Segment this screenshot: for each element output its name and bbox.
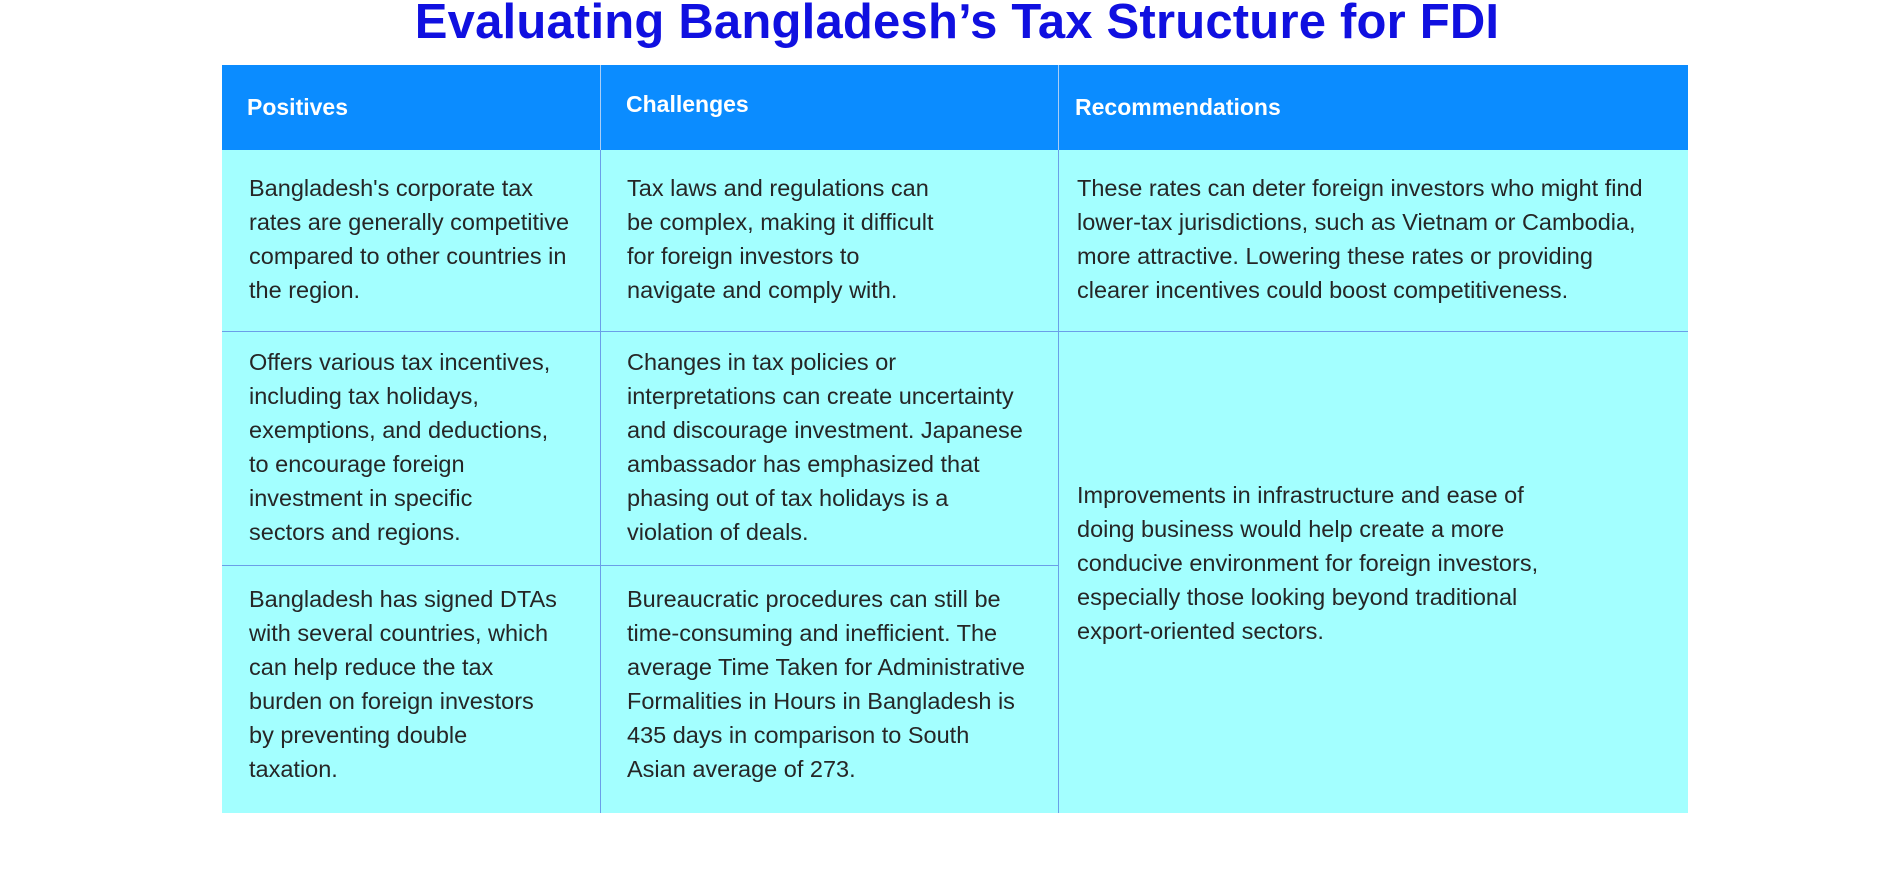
tax-structure-table (222, 65, 1688, 813)
row-1-recommendation: These rates can deter foreign investors who might find lower-tax jurisdictions, such as Vietnam or Cambodia, more attractive. Lowering these rates or providing clearer incentives could boost competitiveness. (1077, 175, 1643, 303)
column-divider-2 (1058, 150, 1059, 813)
row-3-challenge: Bureaucratic procedures can still be time-consuming and inefficient. The average Time Taken for Administrative Formalities in Hours in Bangladesh is 435 days in comparison to South Asian average of 273. (627, 586, 1025, 782)
row-2-challenge: Changes in tax policies or interpretations can create uncertainty and discourage investment. Japanese ambassador has emphasized that phasing out of tax holidays is a violation of deals. (627, 349, 1023, 545)
row-1-challenge: Tax laws and regulations can be complex, making it difficult for foreign investors to navigate and comply with. (627, 175, 934, 303)
page-title: Evaluating Bangladesh’s Tax Structure for FDI (414, 0, 1500, 49)
header-divider-1 (600, 65, 601, 150)
header-recommendations: Recommendations (1075, 94, 1281, 120)
row-divider-2 (222, 565, 1058, 566)
header-positives: Positives (247, 94, 348, 120)
row-3-positive: Bangladesh has signed DTAs with several countries, which can help reduce the tax burden on foreign investors by preventing double taxation. (249, 586, 557, 782)
header-divider-2 (1058, 65, 1059, 150)
row-2-positive: Offers various tax incentives, including tax holidays, exemptions, and deductions, to encourage foreign investment in specific sectors and regions. (249, 349, 551, 545)
row-divider-1 (222, 331, 1688, 332)
column-divider-1 (600, 150, 601, 813)
row-1-positive: Bangladesh's corporate tax rates are generally competitive compared to other countries in the region. (249, 175, 570, 303)
row-2-3-recommendation: Improvements in infrastructure and ease of doing business would help create a more conducive environment for foreign investors, especially those looking beyond traditional export-oriented sectors. (1077, 482, 1539, 644)
table-header-row (222, 65, 1688, 150)
header-challenges: Challenges (626, 91, 749, 117)
